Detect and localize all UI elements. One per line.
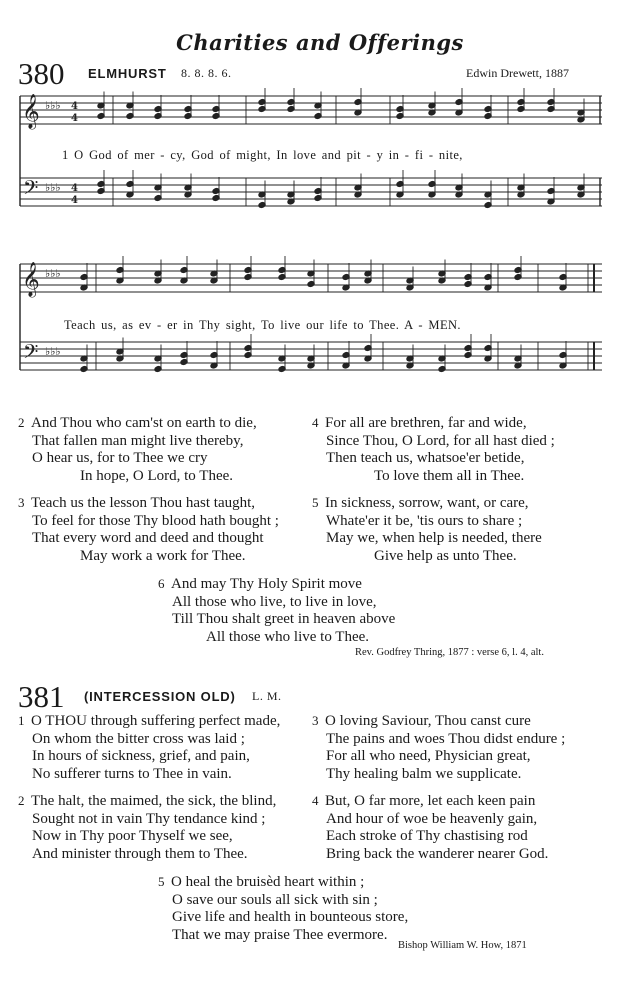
hymn-381-tune-name: (INTERCESSION OLD) [84, 689, 236, 704]
svg-text:♭♭♭: ♭♭♭ [45, 267, 61, 280]
hymn-380-tune-name: ELMHURST [88, 66, 167, 81]
hymn-380-number: 380 [18, 56, 65, 91]
hymn-381-verse-4: 4 But, O far more, let each keen pain And hour of woe be heavenly gain, Each stroke of Thy chastising rod Bring back the wanderer nearer God. [312, 793, 549, 862]
svg-text:𝄢: 𝄢 [23, 340, 39, 368]
svg-text:4: 4 [71, 183, 78, 194]
hymn-381-verse-5: 5 O heal the bruisèd heart within ; O save our souls all sick with sin ; Give life and health in bounteous store, That we may praise Thee evermore. [158, 874, 409, 943]
hymn-380-verse-4: 4 For all are brethren, far and wide, Since Thou, O Lord, for all hast died ; Then teach us, whatsoe'er betide, To love them all in Thee. [312, 415, 555, 484]
svg-text:𝄞: 𝄞 [22, 262, 40, 297]
hymn-380-verse-6: 6 And may Thy Holy Spirit move All those who live, to live in love, Till Thou shalt greet in heaven above All those who live to Thee. [158, 576, 396, 645]
section-title: Charities and Offerings [176, 30, 464, 55]
svg-text:♭♭♭: ♭♭♭ [45, 99, 61, 112]
hymn-380-lyric-line-2: Teach us, as ev - er in Thy sight, To live our life to Thee. A - MEN. [64, 318, 461, 332]
hymn-380-author: Rev. Godfrey Thring, 1877 : verse 6, l. 4, alt. [355, 647, 544, 658]
hymn-381-verse-1: 1 O THOU through suffering perfect made, On whom the bitter cross was laid ; In hours of sickness, grief, and pain, No sufferer turns to Thee in vain. [18, 713, 281, 782]
svg-text:♭♭♭: ♭♭♭ [45, 181, 61, 194]
svg-text:𝄞: 𝄞 [22, 94, 40, 129]
hymn-380-composer: Edwin Drewett, 1887 [466, 66, 569, 80]
svg-text:4: 4 [71, 195, 78, 206]
hymn-381-number: 381 [18, 679, 65, 714]
hymn-381-meter: L. M. [252, 689, 282, 703]
svg-text:𝄢: 𝄢 [23, 176, 39, 204]
hymn-380-verse-2: 2 And Thou who cam'st on earth to die, That fallen man might live thereby, O hear us, for to Thee we cry In hope, O Lord, to Thee. [18, 415, 257, 484]
svg-text:4: 4 [71, 101, 78, 112]
hymn-380-meter: 8. 8. 8. 6. [181, 66, 232, 80]
hymn-380-verse-3: 3 Teach us the lesson Thou hast taught, To feel for those Thy blood hath bought ; That every word and deed and thought May work a work for Thee. [18, 495, 279, 564]
hymn-381-author: Bishop William W. How, 1871 [398, 940, 527, 951]
hymn-380-verse-5: 5 In sickness, sorrow, want, or care, Whate'er it be, 'tis ours to share ; May we, when help is needed, there Give help as unto Thee. [312, 495, 542, 564]
hymn-381-verse-2: 2 The halt, the maimed, the sick, the blind, Sought not in vain Thy tendance kind ; Now in Thy poor Thyself we see, And minister through them to Thee. [18, 793, 277, 862]
hymn-381-verse-3: 3 O loving Saviour, Thou canst cure The pains and woes Thou didst endure ; For all who need, Physician great, Thy healing balm we supplicate. [312, 713, 566, 782]
hymn-380-lyric-line-1: 1 O God of mer - cy, God of might, In love and pit - y in - fi - nite, [62, 148, 463, 162]
svg-text:4: 4 [71, 113, 78, 124]
svg-text:♭♭♭: ♭♭♭ [45, 345, 61, 358]
